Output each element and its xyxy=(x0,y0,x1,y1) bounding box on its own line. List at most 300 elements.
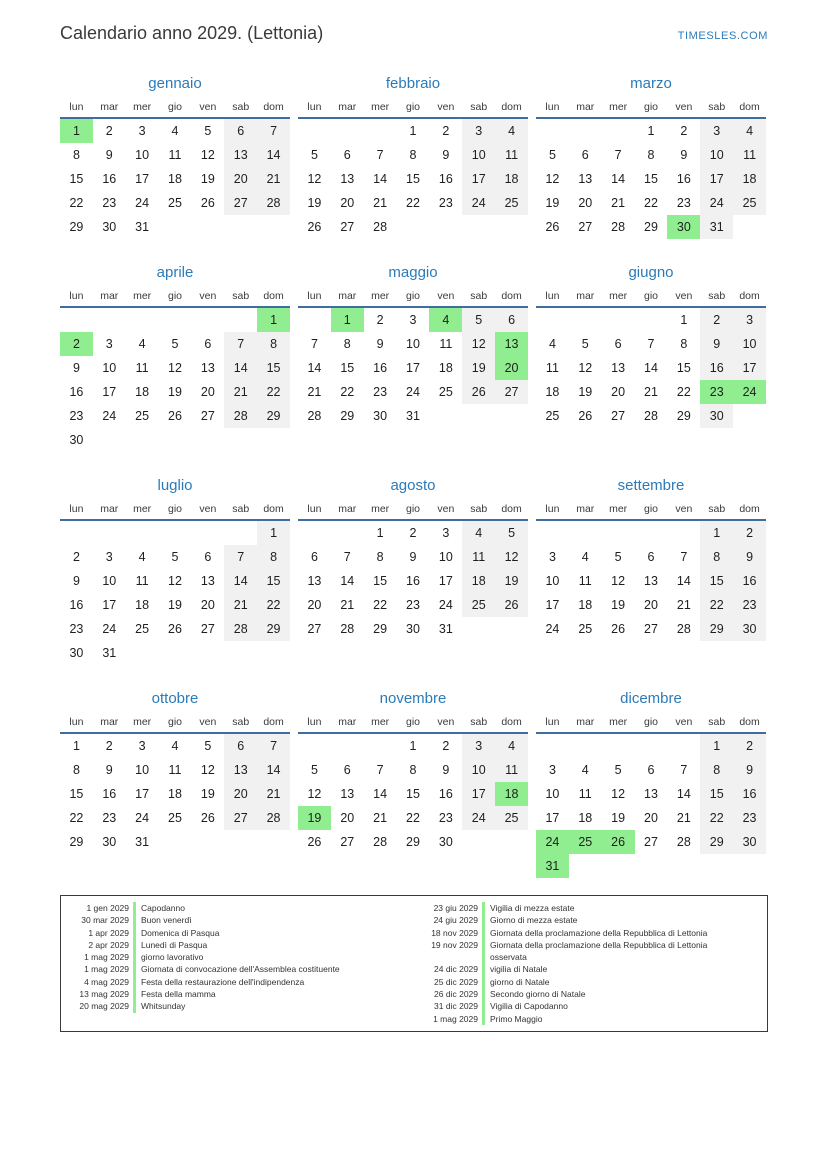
day-cell-empty xyxy=(495,215,528,239)
weekday-header-row xyxy=(60,501,290,521)
day-cell: 6 xyxy=(647,763,655,777)
day-cell-empty xyxy=(159,830,192,854)
month-title: maggio xyxy=(388,264,438,281)
day-cell: 13 xyxy=(200,574,215,588)
weekday-label: lun xyxy=(69,101,84,113)
day-cell: 27 xyxy=(611,409,626,423)
day-cell: 21 xyxy=(676,811,691,825)
holidays-legend-right-column xyxy=(418,902,767,1025)
day-cell: 14 xyxy=(307,361,322,375)
day-cell: 5 xyxy=(614,550,622,564)
day-cell: 11 xyxy=(495,758,528,782)
holiday-marker-bar xyxy=(482,939,485,964)
weekday-label: dom xyxy=(263,503,284,515)
weekday-header-row xyxy=(536,288,766,308)
day-cell: 6 xyxy=(310,550,318,564)
day-cell: 10 xyxy=(102,361,117,375)
holiday-entry xyxy=(69,939,418,951)
day-cell: 11 xyxy=(578,787,592,801)
day-cell: 30 xyxy=(69,433,84,447)
weekday-label: mer xyxy=(133,503,152,515)
day-cell: 4 xyxy=(581,763,589,777)
day-cell: 9 xyxy=(733,545,766,569)
holiday-marker-bar xyxy=(482,988,485,1000)
weekday-label: gio xyxy=(405,290,420,302)
holiday-label: Giornata della proclamazione della Repubblica di Lettonia osservata xyxy=(490,939,708,963)
day-cell-empty xyxy=(126,428,159,452)
holiday-marker-bar xyxy=(133,939,136,951)
day-cell: 24 xyxy=(102,409,117,423)
day-cell: 2 xyxy=(105,739,113,753)
weekday-label: ven xyxy=(675,101,693,113)
day-cell: 31 xyxy=(438,622,453,636)
day-cell-empty xyxy=(298,308,331,332)
day-cell: 25 xyxy=(578,622,593,636)
holiday-entry xyxy=(418,914,767,926)
weekday-label: dom xyxy=(739,503,760,515)
day-cell: 22 xyxy=(257,380,290,404)
day-cell: 18 xyxy=(462,569,495,593)
day-cell: 8 xyxy=(680,337,688,351)
day-cell: 20 xyxy=(495,356,528,380)
day-cell: 17 xyxy=(102,598,117,612)
weekday-label: mar xyxy=(576,290,595,302)
day-cell: 3 xyxy=(733,308,766,332)
day-cell: 12 xyxy=(307,787,322,801)
site-link[interactable]: TIMESLES.COM xyxy=(677,30,768,42)
holiday-marker-bar xyxy=(482,927,485,939)
day-cell: 14 xyxy=(373,787,388,801)
day-cell: 20 xyxy=(224,167,257,191)
day-cell: 10 xyxy=(135,148,150,162)
holiday-date: 1 gen 2029 xyxy=(86,903,129,913)
weekday-label: mer xyxy=(609,503,628,515)
day-cell: 26 xyxy=(168,409,182,423)
holiday-entry xyxy=(418,988,767,1000)
day-cell: 17 xyxy=(545,598,560,612)
day-cell: 30 xyxy=(102,835,117,849)
weekday-label: mer xyxy=(133,716,152,728)
day-cell: 9 xyxy=(105,148,113,162)
holiday-entry xyxy=(69,914,418,926)
day-cell-empty xyxy=(93,428,126,452)
day-cell: 13 xyxy=(578,172,593,186)
day-cell: 12 xyxy=(545,172,560,186)
day-cell-empty xyxy=(93,521,126,545)
day-cell: 17 xyxy=(462,167,495,191)
day-cell: 23 xyxy=(69,409,84,423)
day-cell: 28 xyxy=(257,806,290,830)
day-cell: 11 xyxy=(168,148,182,162)
day-cell-empty xyxy=(298,119,331,143)
weekday-label: sab xyxy=(232,503,250,515)
day-cell: 12 xyxy=(578,361,593,375)
day-cell-empty xyxy=(331,734,364,758)
day-cell: 7 xyxy=(680,763,688,777)
holiday-entry xyxy=(69,963,418,975)
day-cell: 12 xyxy=(168,361,182,375)
day-cell: 6 xyxy=(581,148,589,162)
day-cell: 24 xyxy=(545,622,560,636)
day-cell-empty xyxy=(602,119,635,143)
day-grid xyxy=(536,308,766,428)
day-cell-empty xyxy=(733,215,766,239)
day-cell: 16 xyxy=(700,356,733,380)
day-grid xyxy=(60,734,290,854)
weekday-label: lun xyxy=(545,503,560,515)
holiday-entry xyxy=(69,988,418,1000)
month-calendar-giugno xyxy=(536,263,766,428)
holiday-label: giorno lavorativo xyxy=(141,952,204,963)
day-cell: 5 xyxy=(581,337,589,351)
day-cell: 6 xyxy=(495,308,528,332)
holiday-entry xyxy=(69,1000,418,1012)
weekday-label: mar xyxy=(100,716,119,728)
day-cell: 8 xyxy=(72,763,80,777)
weekday-label: mar xyxy=(338,503,357,515)
day-cell-empty xyxy=(569,119,602,143)
day-cell: 30 xyxy=(733,617,766,641)
holiday-entry xyxy=(418,1013,767,1025)
day-cell: 6 xyxy=(224,734,257,758)
day-cell: 18 xyxy=(135,598,150,612)
day-cell: 10 xyxy=(135,763,150,777)
weekday-label: ven xyxy=(437,101,455,113)
day-cell: 24 xyxy=(700,191,733,215)
weekday-header-row xyxy=(60,288,290,308)
day-cell: 26 xyxy=(307,835,322,849)
day-cell: 28 xyxy=(373,835,388,849)
day-cell: 2 xyxy=(700,308,733,332)
holiday-label: Buon venerdì xyxy=(141,915,192,926)
day-cell: 5 xyxy=(171,550,179,564)
day-cell-empty xyxy=(635,734,668,758)
day-cell: 27 xyxy=(200,409,215,423)
holiday-date: 25 dic 2029 xyxy=(434,976,478,987)
day-cell: 9 xyxy=(409,550,417,564)
day-cell: 22 xyxy=(700,806,733,830)
day-cell: 4 xyxy=(733,119,766,143)
day-cell-empty xyxy=(635,308,668,332)
day-cell: 19 xyxy=(307,196,322,210)
day-cell: 11 xyxy=(495,143,528,167)
day-cell: 20 xyxy=(644,598,658,612)
day-cell-empty xyxy=(602,308,635,332)
day-cell: 28 xyxy=(307,409,322,423)
day-cell: 7 xyxy=(224,545,257,569)
day-cell: 28 xyxy=(224,617,257,641)
day-cell: 25 xyxy=(135,622,150,636)
day-cell: 26 xyxy=(495,593,528,617)
day-cell: 27 xyxy=(340,835,355,849)
day-cell: 2 xyxy=(60,332,93,356)
day-cell-empty xyxy=(224,641,257,665)
day-cell: 3 xyxy=(548,763,556,777)
day-cell: 25 xyxy=(733,191,766,215)
day-cell: 24 xyxy=(102,622,117,636)
day-cell: 29 xyxy=(257,617,290,641)
day-cell: 4 xyxy=(548,337,556,351)
weekday-label: mer xyxy=(371,101,390,113)
day-cell: 13 xyxy=(224,758,257,782)
day-cell: 3 xyxy=(548,550,556,564)
day-cell: 9 xyxy=(700,332,733,356)
holiday-entry xyxy=(418,939,767,964)
day-cell: 27 xyxy=(224,191,257,215)
day-cell: 29 xyxy=(676,409,691,423)
weekday-label: mer xyxy=(371,503,390,515)
day-cell: 30 xyxy=(373,409,388,423)
day-cell: 18 xyxy=(578,811,593,825)
weekday-label: gio xyxy=(405,101,420,113)
day-cell: 25 xyxy=(495,806,528,830)
weekday-label: gio xyxy=(167,290,182,302)
day-cell: 7 xyxy=(257,119,290,143)
weekday-header-row xyxy=(298,714,528,734)
day-grid xyxy=(298,119,528,239)
holiday-label: Capodanno xyxy=(141,903,185,913)
day-cell: 22 xyxy=(676,385,691,399)
day-cell: 27 xyxy=(340,220,355,234)
weekday-label: dom xyxy=(501,290,522,302)
month-calendar-febbraio xyxy=(298,74,528,239)
day-cell: 5 xyxy=(171,337,179,351)
day-cell-empty xyxy=(224,215,257,239)
holiday-label: Giornata della proclamazione della Repubblica di Lettonia xyxy=(490,927,708,938)
holiday-entry xyxy=(69,902,418,914)
day-cell: 5 xyxy=(204,739,212,753)
day-cell: 12 xyxy=(611,787,626,801)
day-cell: 18 xyxy=(545,385,560,399)
day-cell: 14 xyxy=(611,172,626,186)
day-cell: 27 xyxy=(644,622,658,636)
weekday-label: lun xyxy=(69,716,84,728)
day-cell: 14 xyxy=(257,758,290,782)
day-cell: 22 xyxy=(373,598,388,612)
day-cell: 19 xyxy=(462,356,495,380)
day-cell: 20 xyxy=(200,385,215,399)
holiday-label: Whitsunday xyxy=(141,1001,186,1012)
day-cell: 19 xyxy=(545,196,560,210)
day-cell: 13 xyxy=(224,143,257,167)
day-cell: 3 xyxy=(700,119,733,143)
day-cell: 12 xyxy=(200,148,215,162)
day-cell-empty xyxy=(298,521,331,545)
day-cell: 23 xyxy=(406,598,420,612)
day-cell-empty xyxy=(536,734,569,758)
day-cell: 3 xyxy=(138,124,146,138)
day-cell: 15 xyxy=(373,574,388,588)
day-cell: 15 xyxy=(700,569,733,593)
day-cell: 19 xyxy=(298,806,331,830)
day-grid xyxy=(60,308,290,452)
day-cell: 10 xyxy=(700,143,733,167)
day-cell: 29 xyxy=(406,835,420,849)
day-grid xyxy=(60,119,290,239)
day-cell: 29 xyxy=(69,835,84,849)
weekday-label: mer xyxy=(609,716,628,728)
holiday-label: Vigilia di Capodanno xyxy=(490,1001,568,1012)
day-cell: 11 xyxy=(733,143,766,167)
day-cell: 29 xyxy=(700,617,733,641)
day-cell: 26 xyxy=(200,811,215,825)
day-grid xyxy=(298,521,528,641)
day-cell: 21 xyxy=(373,196,388,210)
day-cell-empty xyxy=(126,308,159,332)
weekday-header-row xyxy=(536,99,766,119)
day-cell: 13 xyxy=(611,361,626,375)
day-cell: 25 xyxy=(545,409,560,423)
day-cell: 7 xyxy=(614,148,622,162)
holiday-date: 13 mag 2029 xyxy=(79,989,129,1000)
day-cell-empty xyxy=(191,215,224,239)
day-cell: 9 xyxy=(680,148,688,162)
day-cell: 31 xyxy=(536,854,569,878)
day-cell: 19 xyxy=(168,598,182,612)
holiday-label: Primo Maggio xyxy=(490,1013,543,1024)
day-cell: 27 xyxy=(200,622,215,636)
holiday-date: 18 nov 2029 xyxy=(431,927,478,938)
day-cell: 31 xyxy=(135,220,150,234)
day-cell: 21 xyxy=(611,196,626,210)
day-cell: 26 xyxy=(462,380,495,404)
day-cell: 5 xyxy=(548,148,556,162)
day-cell: 23 xyxy=(700,380,733,404)
day-cell: 21 xyxy=(340,598,355,612)
day-cell-empty xyxy=(331,119,364,143)
month-calendar-luglio xyxy=(60,476,290,665)
day-cell: 26 xyxy=(200,196,215,210)
holiday-label: vigilia di Natale xyxy=(490,964,548,975)
day-cell: 13 xyxy=(307,574,322,588)
weekday-label: mar xyxy=(576,101,595,113)
day-cell: 8 xyxy=(700,758,733,782)
holiday-label: Secondo giorno di Natale xyxy=(490,989,586,1000)
day-cell: 31 xyxy=(135,835,150,849)
day-cell: 31 xyxy=(406,409,420,423)
weekday-label: gio xyxy=(643,101,658,113)
day-cell-empty xyxy=(159,308,192,332)
holiday-marker-bar xyxy=(482,914,485,926)
weekday-header-row xyxy=(536,714,766,734)
day-cell: 5 xyxy=(310,148,318,162)
day-cell-empty xyxy=(462,215,495,239)
day-cell-empty xyxy=(667,521,700,545)
weekday-label: mar xyxy=(100,290,119,302)
month-title: gennaio xyxy=(148,75,202,92)
day-cell: 17 xyxy=(102,385,117,399)
weekday-label: sab xyxy=(708,290,726,302)
day-cell: 6 xyxy=(224,119,257,143)
weekday-label: mar xyxy=(338,716,357,728)
day-cell-empty xyxy=(495,404,528,428)
day-cell: 27 xyxy=(495,380,528,404)
day-cell: 16 xyxy=(733,782,766,806)
day-cell-empty xyxy=(126,521,159,545)
holidays-legend-left-column xyxy=(69,902,418,1025)
month-calendar-marzo xyxy=(536,74,766,239)
day-cell: 30 xyxy=(102,220,117,234)
day-cell: 3 xyxy=(409,313,417,327)
day-cell: 15 xyxy=(406,172,420,186)
day-cell: 4 xyxy=(495,119,528,143)
weekday-header-row xyxy=(60,99,290,119)
day-cell: 8 xyxy=(376,550,384,564)
day-cell: 15 xyxy=(644,172,658,186)
day-cell: 7 xyxy=(647,337,655,351)
day-cell: 15 xyxy=(340,361,355,375)
day-cell: 11 xyxy=(462,545,495,569)
day-cell: 1 xyxy=(700,734,733,758)
day-cell: 17 xyxy=(406,361,420,375)
day-cell-empty xyxy=(700,854,733,878)
day-cell: 2 xyxy=(442,739,450,753)
day-cell: 7 xyxy=(680,550,688,564)
day-cell: 14 xyxy=(224,356,257,380)
day-cell: 29 xyxy=(69,220,84,234)
day-cell: 22 xyxy=(406,811,420,825)
day-cell: 6 xyxy=(614,337,622,351)
day-cell: 15 xyxy=(676,361,691,375)
weekday-label: gio xyxy=(643,290,658,302)
day-cell: 28 xyxy=(611,220,626,234)
day-cell-empty xyxy=(257,428,290,452)
day-cell-empty xyxy=(60,521,93,545)
day-cell: 20 xyxy=(644,811,658,825)
day-cell: 8 xyxy=(343,337,351,351)
day-cell-empty xyxy=(429,215,462,239)
weekday-label: mar xyxy=(576,716,595,728)
day-cell-empty xyxy=(257,215,290,239)
day-cell: 16 xyxy=(438,787,453,801)
day-cell: 19 xyxy=(168,385,182,399)
weekday-label: mer xyxy=(133,101,152,113)
weekday-label: dom xyxy=(739,101,760,113)
holiday-label: giorno di Natale xyxy=(490,976,550,987)
day-cell: 24 xyxy=(536,830,569,854)
month-title: febbraio xyxy=(385,75,441,92)
month-title: agosto xyxy=(390,477,436,494)
day-cell: 16 xyxy=(69,385,84,399)
day-cell-empty xyxy=(569,521,602,545)
day-cell: 2 xyxy=(442,124,450,138)
day-cell: 15 xyxy=(700,782,733,806)
day-cell-empty xyxy=(462,617,495,641)
holiday-marker-bar xyxy=(133,963,136,975)
day-cell: 30 xyxy=(438,835,453,849)
weekday-label: lun xyxy=(69,503,84,515)
day-cell-empty xyxy=(159,521,192,545)
weekday-label: sab xyxy=(708,101,726,113)
day-cell: 26 xyxy=(307,220,322,234)
day-cell-empty xyxy=(126,641,159,665)
day-cell: 26 xyxy=(602,830,635,854)
day-cell: 27 xyxy=(644,835,658,849)
day-cell: 16 xyxy=(102,172,117,186)
day-cell: 1 xyxy=(257,521,290,545)
day-cell-empty xyxy=(257,641,290,665)
holiday-date: 1 mag 2029 xyxy=(84,964,129,975)
day-cell: 25 xyxy=(462,593,495,617)
day-cell-empty xyxy=(569,734,602,758)
day-cell: 17 xyxy=(462,782,495,806)
day-cell: 5 xyxy=(204,124,212,138)
day-cell: 25 xyxy=(438,385,453,399)
day-cell: 6 xyxy=(204,550,212,564)
holiday-marker-bar xyxy=(133,976,136,988)
day-cell: 8 xyxy=(257,545,290,569)
day-cell: 12 xyxy=(307,172,322,186)
